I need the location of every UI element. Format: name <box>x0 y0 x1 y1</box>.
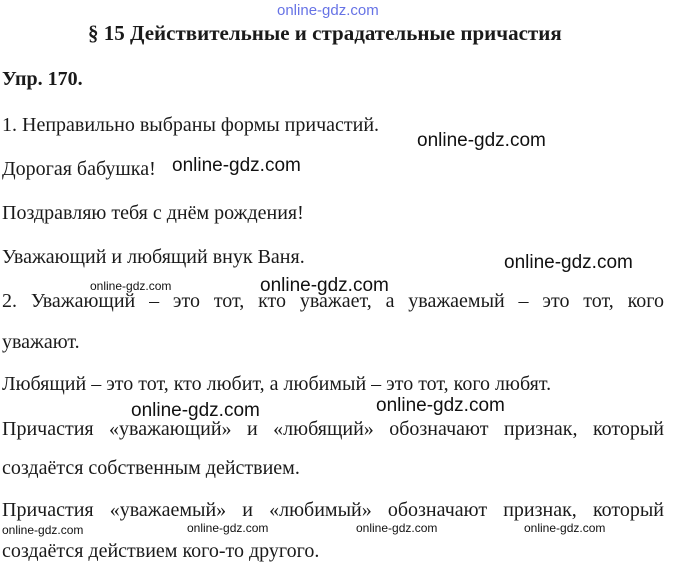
text-line-4: Уважающий и любящий внук Ваня. <box>2 246 305 268</box>
text-line-7: Любящий – это тот, кто любит, а любимый – это тот, кого любят. <box>2 373 552 395</box>
text-line-6: уважают. <box>2 331 80 353</box>
text-line-11: создаётся действием кого-то другого. <box>2 540 320 562</box>
watermark-top: online-gdz.com <box>277 2 379 19</box>
watermark-8: online-gdz.com <box>2 523 84 537</box>
section-title: § 15 Действительные и страдательные причастия <box>88 21 562 45</box>
watermark-5: online-gdz.com <box>260 275 389 296</box>
watermark-3: online-gdz.com <box>504 252 633 273</box>
text-line-2: Дорогая бабушка! <box>2 158 156 180</box>
watermark-2: online-gdz.com <box>172 155 301 176</box>
watermark-10: online-gdz.com <box>356 521 438 535</box>
watermark-6: online-gdz.com <box>376 395 505 416</box>
watermark-7: online-gdz.com <box>131 400 260 421</box>
text-line-8: Причастия «уважающий» и «любящий» обозначают признак, который <box>2 418 664 440</box>
watermark-11: online-gdz.com <box>524 521 606 535</box>
text-line-5: 2. Уважающий – это тот, кто уважает, а уважаемый – это тот, кого <box>2 290 664 312</box>
text-line-1: 1. Неправильно выбраны формы причастий. <box>2 114 380 136</box>
watermark-9: online-gdz.com <box>187 521 269 535</box>
text-line-9: создаётся собственным действием. <box>2 457 300 479</box>
exercise-number: Упр. 170. <box>2 68 83 90</box>
watermark-1: online-gdz.com <box>417 130 546 151</box>
watermark-4: online-gdz.com <box>90 279 172 293</box>
text-line-3: Поздравляю тебя с днём рождения! <box>2 202 304 224</box>
text-line-10: Причастия «уважаемый» и «любимый» обозначают признак, который <box>2 499 664 521</box>
